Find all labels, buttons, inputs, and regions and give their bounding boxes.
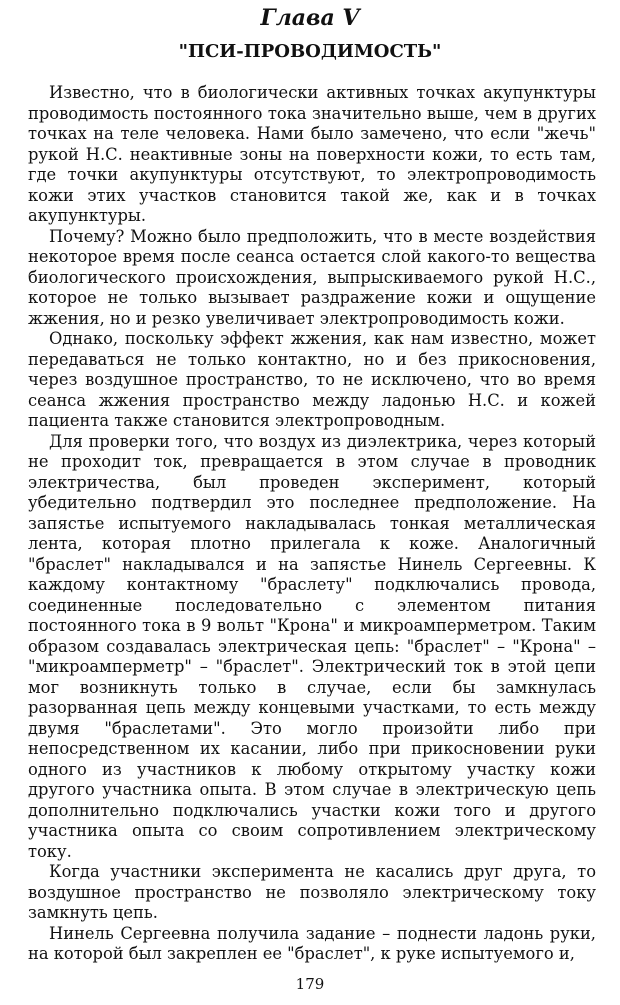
paragraph: Известно, что в биологически активных точках акупунктуры проводимость постоянного тока значительно выше, чем в других точках на теле человека. Нами было замечено, что если "жечь" рукой Н.С. неактивные зоны на поверхности кожи, то есть там, где точки акупунктуры отсутствуют, то электропроводимость кожи этих участков становится такой же, как и в точках акупунктуры. xyxy=(28,83,596,225)
paragraph: Для проверки того, что воздух из диэлектрика, через который не проходит ток, превращается в этом случае в проводник электричества, был проведен эксперимент, который убедительно подтвердил это последнее предположение. На запястье испытуемого накладывалась тонкая металлическая лента, которая плотно прилегала к коже. Аналогичный "браслет" накладывался и на запястье Нинель Сергеевны. К каждому контактному "браслету" подключались провода, соединенные последовательно с элементом питания постоянного тока в 9 вольт "Крона" и микроамперметром. Таким образом создавалась электрическая цепь: "браслет" – "Крона" – "микроамперметр" – "браслет". Электрический ток в этой цепи мог возникнуть только в случае, если бы замкнулась разорванная цепь между концевыми участками, то есть между двумя "браслетами". Это могло произойти либо при непосредственном их касании, либо при прикосновении руки одного из участников к любому открытому участку кожи другого участника опыта. В этом случае в электрическую цепь дополнительно подключались участки кожи того и другого участника опыта со своим сопротивлением электрическому току. xyxy=(28,431,596,861)
paragraph: Почему? Можно было предположить, что в месте воздействия некоторое время после сеанса остается слой какого-то вещества биологического происхождения, выпрыскиваемого рукой Н.С., которое не только вызывает раздражение кожи и ощущение жжения, но и резко увеличивает электропроводимость кожи. xyxy=(28,226,596,328)
paragraph: Однако, поскольку эффект жжения, как нам известно, может передаваться не только контактно, но и без прикосновения, через воздушное пространство, то не исключено, что во время сеанса жжения пространство между ладонью Н.С. и кожей пациента также становится электропроводным. xyxy=(28,329,596,430)
paragraph: Нинель Сергеевна получила задание – поднести ладонь руки, на которой был закреплен ее "браслет", к руке испытуемого и, xyxy=(28,923,596,963)
page-body xyxy=(28,83,596,965)
chapter-title: "ПСИ-ПРОВОДИМОСТЬ" xyxy=(178,41,442,62)
page-number: 179 xyxy=(295,975,325,993)
chapter-heading: Глава V xyxy=(260,5,360,31)
paragraph: Когда участники эксперимента не касались друг друга, то воздушное пространство не позволяло электрическому току замкнуть цепь. xyxy=(28,862,596,922)
